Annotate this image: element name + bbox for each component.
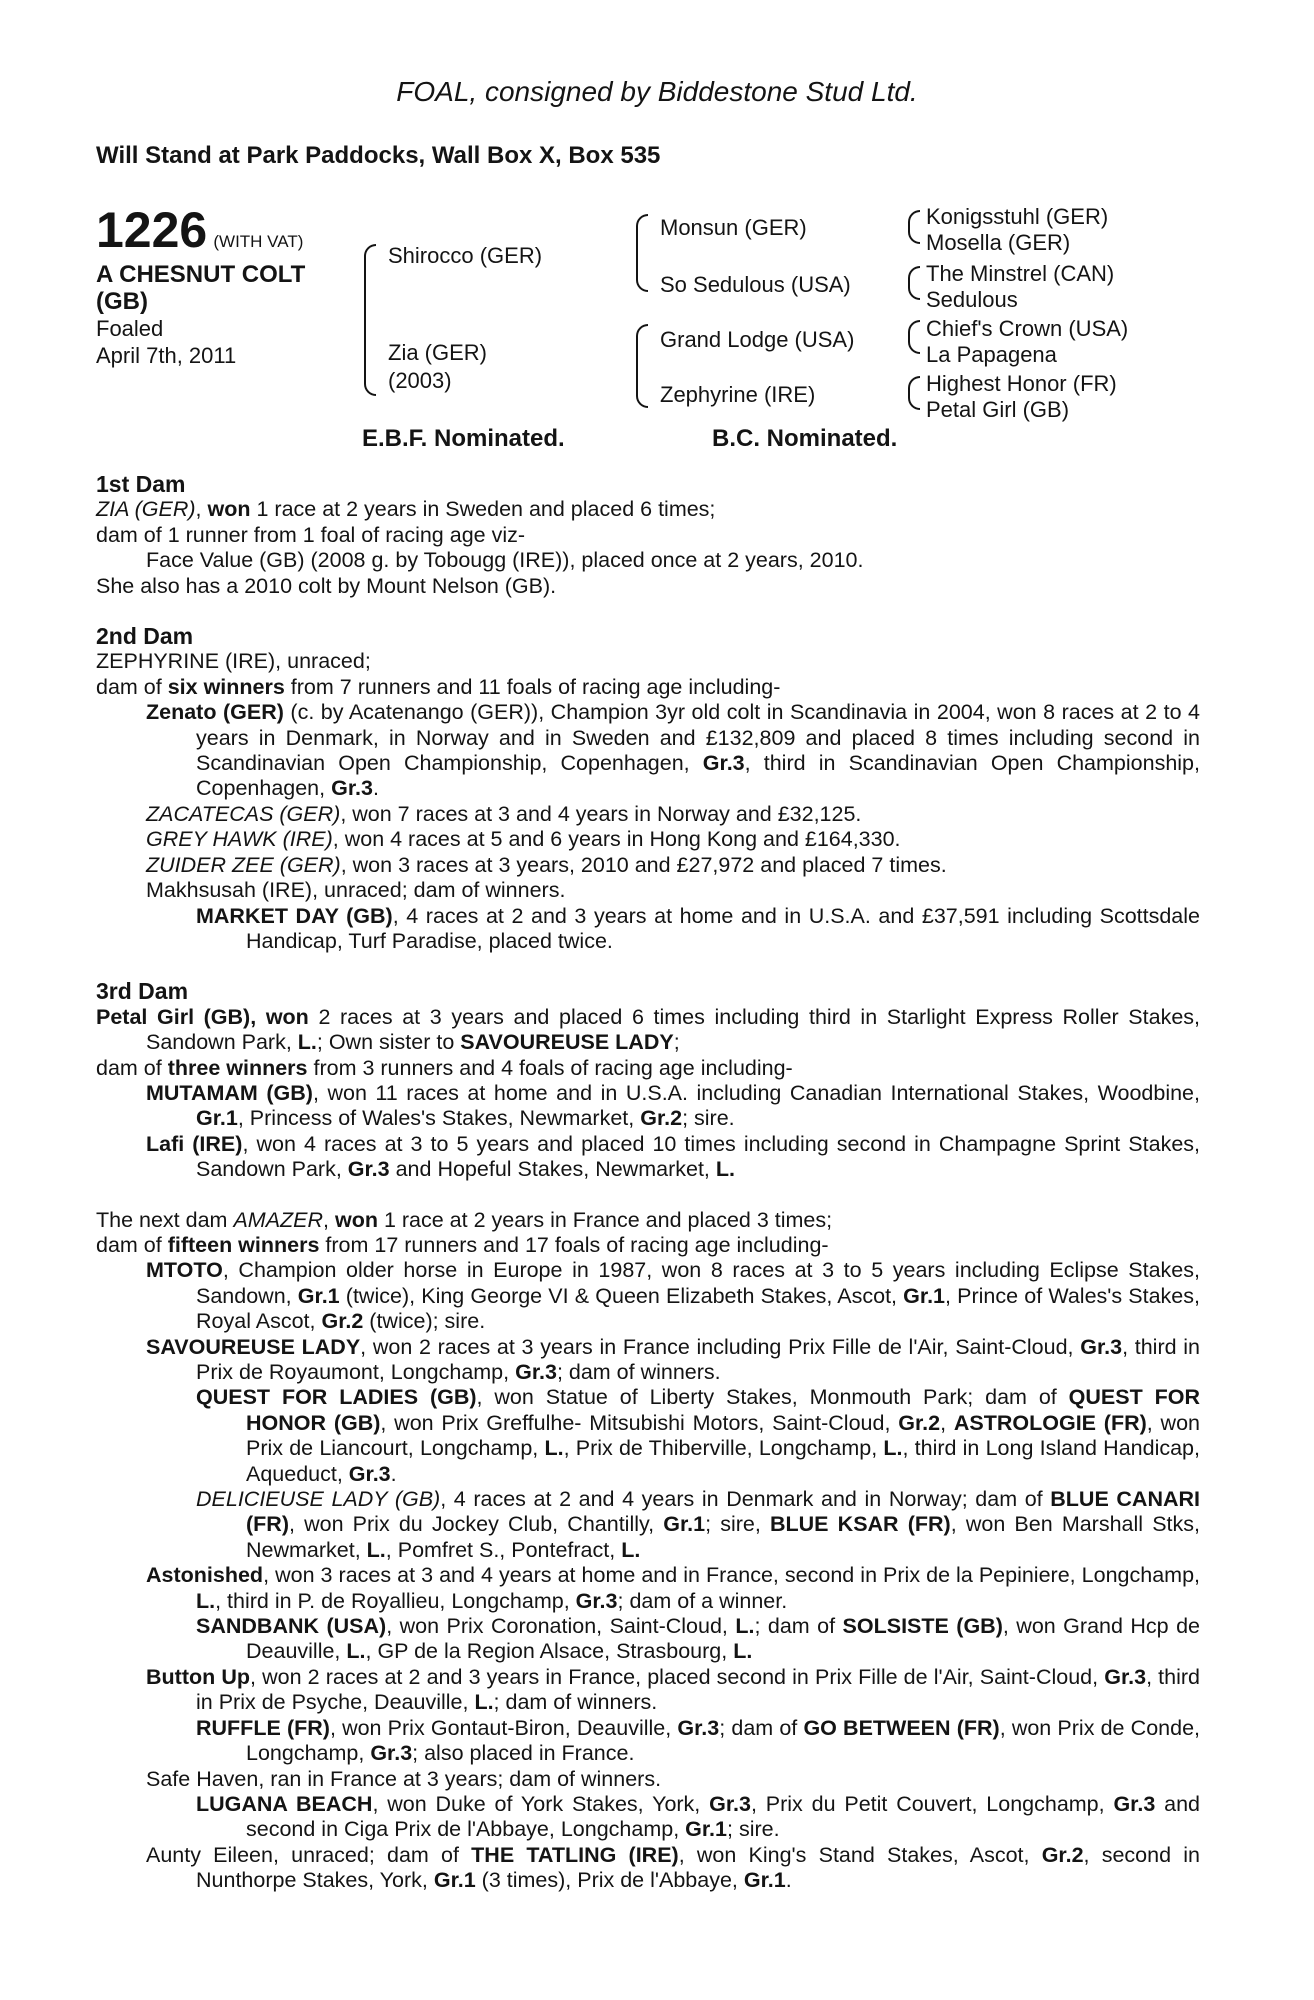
text: ; dam of winners. <box>556 1360 721 1384</box>
pedigree-brace-main <box>364 244 376 396</box>
text: , 4 races at 2 and 3 years at home and in U.S.A. and £37,591 including Scottsdale Handicap, Turf Paradise, placed twice. <box>246 903 1200 953</box>
grade-label: Gr.3 <box>515 1360 557 1384</box>
horse-name: THE TATLING (IRE) <box>471 1842 679 1867</box>
second-dam-line-1: ZEPHYRINE (IRE), unraced; <box>96 649 371 674</box>
grade-label: L. <box>735 1614 755 1639</box>
text: 2 races at 3 years and placed 6 times including third in Starlight Express Roller Stakes, Sandown Park, <box>146 1004 1201 1055</box>
pedigree-g6: La Papagena <box>926 342 1057 367</box>
text: , 4 races at 2 and 4 years in Denmark and in Norway; dam of <box>440 1487 1051 1512</box>
text: , won Prix de Conde, Longchamp, <box>246 1715 1200 1766</box>
text: . <box>390 1461 397 1486</box>
text: , won King's Stand Stakes, Ascot, <box>678 1842 1042 1867</box>
text: , <box>323 1207 335 1232</box>
stand-location: Will Stand at Park Paddocks, Wall Box X, Box 535 <box>96 142 661 169</box>
grade-label: Gr.3 <box>1080 1334 1123 1359</box>
grade-label: L. <box>883 1436 903 1461</box>
text: , third in Scandinavian Open Championship, Copenhagen, <box>196 751 1200 801</box>
pedigree-g2: Mosella (GER) <box>926 230 1071 255</box>
pedigree-dam: Zia (GER) <box>388 340 487 365</box>
first-dam-line-3: Face Value (GB) (2008 g. by Tobougg (IRE)), placed once at 2 years, 2010. <box>146 548 864 573</box>
first-dam-line-2: dam of 1 runner from 1 foal of racing age viz- <box>96 522 526 547</box>
zacatecas-entry <box>96 802 1200 827</box>
pedigree-brace-sire <box>636 214 648 292</box>
winners-count: fifteen winners <box>167 1232 320 1257</box>
consignor-line: FOAL, consigned by Biddestone Stud Ltd. <box>396 76 918 107</box>
pedigree-brace-g3 <box>908 320 920 354</box>
mutamam-entry <box>96 1081 1200 1132</box>
delicieuse-lady-entry <box>96 1487 1200 1563</box>
text: dam of <box>96 1055 168 1080</box>
text: ; sire. <box>682 1106 735 1131</box>
won-label: won <box>265 1004 309 1029</box>
grade-label: L. <box>474 1690 494 1715</box>
text: , second in Nunthorpe Stakes, York, <box>196 1842 1200 1893</box>
text: , won 3 races at 3 years, 2010 and £27,972 and placed 7 times. <box>340 852 947 877</box>
text: , Prince of Wales's Stakes, Royal Ascot, <box>196 1283 1200 1334</box>
horse-name: Astonished <box>146 1563 264 1588</box>
grade-label: Gr.3 <box>348 1461 391 1486</box>
text: , third in P. de Royallieu, Longchamp, <box>215 1588 576 1613</box>
grade-label: Gr.2 <box>1041 1842 1084 1867</box>
horse-name: MUTAMAM (GB) <box>146 1080 313 1105</box>
grade-label: Gr.3 <box>702 751 745 776</box>
grey-hawk-entry <box>96 827 1200 852</box>
market-day-entry <box>96 904 1200 955</box>
text: , won Ben Marshall Stks, Newmarket, <box>246 1512 1200 1562</box>
mtoto-entry <box>96 1258 1200 1334</box>
text: ; dam of a winner. <box>617 1588 788 1613</box>
horse-name: Lafi (IRE) <box>146 1131 243 1156</box>
lot-description: A CHESNUT COLT <box>96 261 306 288</box>
pedigree-g4: Sedulous <box>926 287 1018 312</box>
text: , won 2 races at 2 and 3 years in France, placed second in Prix Fille de l'Air, Saint-Cloud, <box>250 1664 1105 1689</box>
text: ; also placed in France. <box>412 1741 635 1766</box>
text: (3 times), Prix de l'Abbaye, <box>475 1868 744 1893</box>
text: , GP de la Region Alsace, Strasbourg, <box>365 1639 734 1664</box>
winners-count: six winners <box>167 674 285 699</box>
horse-name: QUEST FOR HONOR (GB) <box>246 1385 1201 1435</box>
text: . <box>785 1868 792 1893</box>
makhsusah-entry: Makhsusah (IRE), unraced; dam of winners. <box>146 878 566 903</box>
grade-label: L. <box>366 1537 386 1562</box>
text: , won 4 races at 3 to 5 years and placed 10 times including second in Champagne Sprint Stakes, Sandown Park, <box>196 1131 1200 1182</box>
text: ; <box>673 1030 680 1055</box>
horse-name: SOLSISTE (GB) <box>842 1614 1003 1639</box>
grade-label: Gr.1 <box>297 1283 340 1308</box>
horse-name: GO BETWEEN (FR) <box>803 1715 1000 1740</box>
grade-label: Gr.3 <box>575 1588 618 1613</box>
sandbank-entry <box>96 1614 1200 1665</box>
aunty-eileen-entry <box>96 1843 1200 1894</box>
text: ; dam of winners. <box>493 1690 658 1715</box>
text: , won Prix du Jockey Club, Chantilly, <box>288 1512 664 1537</box>
text: dam of <box>96 674 168 699</box>
won-label: won <box>207 497 251 522</box>
horse-name: SAVOUREUSE LADY <box>460 1030 674 1055</box>
text: (twice); sire. <box>363 1309 486 1334</box>
foaled-date: April 7th, 2011 <box>96 343 237 368</box>
pedigree-g8: Petal Girl (GB) <box>926 397 1070 422</box>
zenato-entry <box>96 700 1200 802</box>
grade-label: Gr.3 <box>331 776 373 801</box>
race-record: 1 race at 2 years in Sweden and placed 6 times; <box>250 497 716 522</box>
grade-label: Gr.1 <box>903 1283 946 1308</box>
grade-label: L. <box>715 1157 735 1182</box>
horse-name: MARKET DAY (GB) <box>196 903 393 928</box>
ruffle-entry <box>96 1716 1200 1767</box>
pedigree-dam-dam: Zephyrine (IRE) <box>660 382 816 407</box>
next-dam-line-1 <box>96 1208 1200 1233</box>
pedigree-notes <box>96 472 1200 1894</box>
text: , won 2 races at 3 years in France including Prix Fille de l'Air, Saint-Cloud, <box>360 1334 1081 1359</box>
quest-for-ladies-entry <box>96 1385 1200 1487</box>
text: , won Duke of York Stakes, York, <box>372 1791 710 1816</box>
horse-name: AMAZER <box>233 1207 324 1232</box>
text: ; dam of <box>754 1614 843 1639</box>
horse-name: BLUE CANARI (FR) <box>246 1487 1201 1537</box>
text: , <box>940 1410 954 1435</box>
horse-name: ASTROLOGIE (FR) <box>953 1410 1147 1435</box>
grade-label: L. <box>544 1436 564 1461</box>
grade-label: Gr.1 <box>685 1817 727 1842</box>
second-dam-heading: 2nd Dam <box>96 623 194 650</box>
foaled-label: Foaled <box>96 316 164 341</box>
won-label: won <box>334 1207 378 1232</box>
text: dam of <box>96 1232 168 1257</box>
pedigree-dam-year: (2003) <box>388 368 452 393</box>
text: , won 11 races at home and in U.S.A. including Canadian International Stakes, Woodbine, <box>312 1080 1200 1105</box>
winners-count: three winners <box>167 1055 308 1080</box>
text: , won Statue of Liberty Stakes, Monmouth Park; dam of <box>476 1385 1069 1410</box>
grade-label: Gr.2 <box>321 1309 364 1334</box>
grade-label: L. <box>297 1030 317 1055</box>
text: , won 3 races at 3 and 4 years at home and in France, second in Prix de la Pepiniere, Longchamp, <box>263 1563 1200 1588</box>
pedigree-sire-sire: Monsun (GER) <box>660 215 807 240</box>
grade-label: Gr.1 <box>433 1868 476 1893</box>
pedigree-sire-dam: So Sedulous (USA) <box>660 272 851 297</box>
ebf-nominated: E.B.F. Nominated. <box>362 425 565 452</box>
grade-label: Gr.1 <box>196 1106 238 1131</box>
grade-label: L. <box>621 1537 641 1562</box>
grade-label: Gr.3 <box>1113 1791 1156 1816</box>
text: , Champion older horse in Europe in 1987, won 8 races at 3 to 5 years including Eclipse Stakes, Sandown, <box>196 1258 1200 1308</box>
text: , won Prix Gontaut-Biron, Deauville, <box>329 1715 678 1740</box>
text: , Prix du Petit Couvert, Longchamp, <box>750 1791 1114 1816</box>
pedigree-brace-g4 <box>908 376 920 410</box>
pedigree-brace-g1 <box>908 210 920 244</box>
grade-label: Gr.3 <box>347 1157 390 1182</box>
text: , third in Long Island Handicap, Aqueduct, <box>246 1436 1200 1486</box>
horse-name: DELICIEUSE LADY (GB) <box>196 1487 441 1512</box>
text: , won 7 races at 3 and 4 years in Norway and £32,125. <box>340 801 862 826</box>
third-dam-line-1 <box>96 1005 1200 1056</box>
grade-label: Gr.3 <box>370 1741 413 1766</box>
text: from 3 runners and 4 foals of racing age including- <box>307 1055 793 1080</box>
first-dam-heading: 1st Dam <box>96 471 186 497</box>
text: , won 4 races at 5 and 6 years in Hong Kong and £164,330. <box>332 827 901 852</box>
text: . <box>372 776 379 801</box>
safe-haven-entry: Safe Haven, ran in France at 3 years; dam of winners. <box>146 1766 662 1791</box>
text: , third in Prix de Psyche, Deauville, <box>196 1664 1200 1715</box>
text: and Hopeful Stakes, Newmarket, <box>389 1157 716 1182</box>
first-dam-line-1: ZIA (GER), won 1 race at 2 years in Sweden and placed 6 times; <box>96 497 716 522</box>
text: , Prix de Thiberville, Longchamp, <box>563 1436 884 1461</box>
pedigree-brace-dam <box>636 324 648 408</box>
first-dam-line-4: She also has a 2010 colt by Mount Nelson (GB). <box>96 573 557 598</box>
text: and second in Ciga Prix de l'Abbaye, Longchamp, <box>246 1791 1200 1842</box>
text: ; Own sister to <box>316 1030 461 1055</box>
grade-label: Gr.1 <box>743 1868 786 1893</box>
grade-label: L. <box>733 1639 753 1664</box>
text: , third in Prix de Royaumont, Longchamp, <box>196 1334 1200 1384</box>
horse-name: RUFFLE (FR) <box>196 1715 330 1740</box>
text: ; dam of <box>719 1715 804 1740</box>
third-dam-line-2 <box>96 1056 1200 1081</box>
pedigree-g7: Highest Honor (FR) <box>926 371 1117 396</box>
text: , won Grand Hcp de Deauville, <box>246 1614 1200 1664</box>
grade-label: Gr.3 <box>709 1791 751 1816</box>
pedigree-g3: The Minstrel (CAN) <box>926 261 1115 286</box>
horse-name: ZUIDER ZEE (GER) <box>146 852 341 877</box>
horse-name: GREY HAWK (IRE) <box>146 827 333 852</box>
pedigree-g5: Chief's Crown (USA) <box>926 316 1129 341</box>
lot-info <box>96 202 306 369</box>
text: ; sire, <box>705 1512 770 1537</box>
horse-name: SAVOUREUSE LADY <box>146 1334 361 1359</box>
savoureuse-lady-entry <box>96 1335 1200 1386</box>
grade-label: Gr.3 <box>1104 1664 1147 1689</box>
text: , won Prix Greffulhe- Mitsubishi Motors, Saint-Cloud, <box>380 1410 899 1435</box>
text: (twice), King George VI & Queen Elizabeth Stakes, Ascot, <box>339 1283 904 1308</box>
horse-name: Zenato (GER) <box>146 700 284 725</box>
zuider-zee-entry <box>96 853 1200 878</box>
horse-name: LUGANA BEACH <box>196 1791 373 1816</box>
text: from 7 runners and 11 foals of racing age including- <box>284 674 781 699</box>
text: (c. by Acatenango (GER)), Champion 3yr old colt in Scandinavia in 2004, won 8 races at 2 to 4 years in Denmark, in Norway and in Sweden and £132,809 and placed 8 times including second in Scandinavian Open Championship, Copenhagen, <box>196 700 1200 776</box>
horse-name: BLUE KSAR (FR) <box>770 1512 951 1537</box>
grade-label: Gr.2 <box>898 1410 941 1435</box>
astonished-entry <box>96 1563 1200 1614</box>
pedigree-dam-sire: Grand Lodge (USA) <box>660 327 855 352</box>
grade-label: L. <box>196 1588 216 1613</box>
text: , won Prix de Liancourt, Longchamp, <box>246 1410 1200 1461</box>
grade-label: Gr.1 <box>663 1512 706 1537</box>
lot-number: 1226 <box>96 202 208 258</box>
grade-label: L. <box>346 1639 366 1664</box>
horse-name: Petal Girl (GB), <box>96 1004 257 1029</box>
pedigree-sire: Shirocco (GER) <box>388 243 543 268</box>
text: from 17 runners and 17 foals of racing age including- <box>319 1232 829 1257</box>
pedigree-g1: Konigsstuhl (GER) <box>926 204 1109 229</box>
horse-name: MTOTO <box>146 1258 223 1283</box>
grade-label: Gr.3 <box>677 1715 720 1740</box>
text: , Princess of Wales's Stakes, Newmarket, <box>237 1106 641 1131</box>
lugana-beach-entry <box>96 1792 1200 1843</box>
horse-name: QUEST FOR LADIES (GB) <box>196 1385 477 1410</box>
second-dam-line-2 <box>96 675 1200 700</box>
horse-name: ZACATECAS (GER) <box>146 801 341 826</box>
text: 1 race at 2 years in France and placed 3 times; <box>377 1207 833 1232</box>
text: , Pomfret S., Pontefract, <box>385 1537 622 1562</box>
text: ; sire. <box>727 1817 780 1842</box>
third-dam-heading: 3rd Dam <box>96 978 189 1005</box>
text: The next dam <box>96 1207 234 1232</box>
pedigree-brace-g2 <box>908 266 920 300</box>
text: Aunty Eileen, unraced; dam of <box>146 1842 472 1867</box>
lafi-entry <box>96 1132 1200 1183</box>
horse-name: ZIA (GER) <box>96 497 196 522</box>
next-dam-line-2 <box>96 1233 1200 1258</box>
horse-name: SANDBANK (USA) <box>196 1614 387 1639</box>
text: , won Prix Coronation, Saint-Cloud, <box>386 1614 736 1639</box>
vat-label: (WITH VAT) <box>213 232 304 251</box>
bc-nominated: B.C. Nominated. <box>712 425 898 452</box>
lot-description-origin: (GB) <box>96 288 148 315</box>
button-up-entry <box>96 1665 1200 1716</box>
horse-name: Button Up <box>146 1664 251 1689</box>
grade-label: Gr.2 <box>640 1106 683 1131</box>
